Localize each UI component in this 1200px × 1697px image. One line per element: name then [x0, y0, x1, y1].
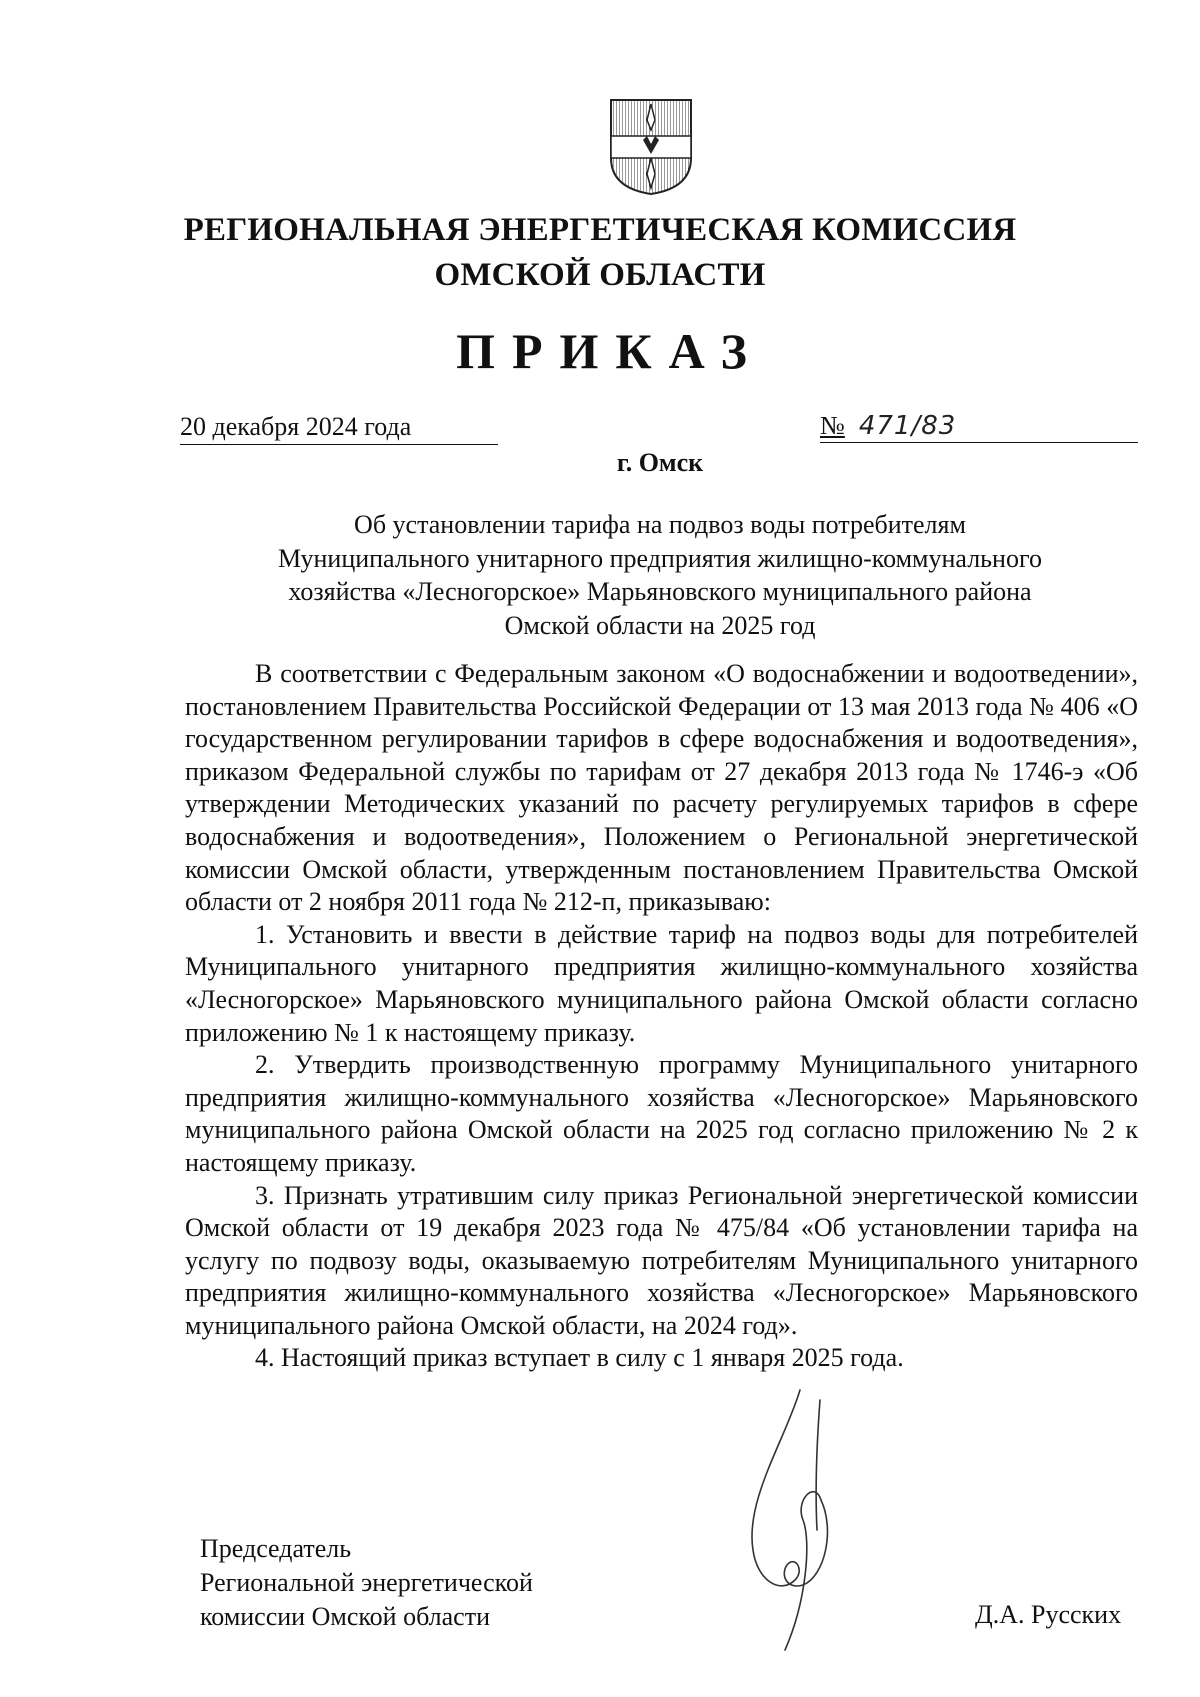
- agency-name-line2: ОМСКОЙ ОБЛАСТИ: [434, 257, 766, 293]
- document-type: ПРИКАЗ: [456, 323, 764, 379]
- agency-name-line1: РЕГИОНАЛЬНАЯ ЭНЕРГЕТИЧЕСКАЯ КОМИССИЯ: [183, 212, 1017, 248]
- document-date: 20 декабря 2024 года: [180, 412, 498, 445]
- signer-name: Д.А. Русских: [975, 1600, 1122, 1629]
- number-sign: №: [820, 411, 845, 440]
- number-value: 471/83: [858, 411, 957, 441]
- title-line: Омской области на 2025 год: [504, 610, 816, 640]
- item-4-paragraph: 4. Настоящий приказ вступает в силу с 1 января 2025 года.: [255, 1343, 904, 1373]
- coat-of-arms-icon: [607, 96, 695, 196]
- city: г. Омск: [616, 448, 704, 477]
- title-line: хозяйства «Лесногорское» Марьяновского муниципального района: [288, 577, 1032, 606]
- signer-position-line1: Председатель: [200, 1534, 352, 1563]
- preamble-paragraph: В соответствии с Федеральным законом «О водоснабжении и водоотведении», постановлением Правительства Российской Федерации от 13 мая 2013 года № 406 «О государственном регулировании тарифов в сфере водоснабжения и водоотведения», приказом Федеральной службы по тарифам от 27 декабря 2013 года № 1746-э «Об утверждении Методических указаний по расчету регулируемых тарифов в сфере водоснабжения и водоотведения», Положением о Региональной энергетической комиссии Омской области, утвержденным постановлением Правительства Омской области от 2 ноября 2011 года № 212-п, приказываю:: [185, 659, 1138, 917]
- title-line: Об установлении тарифа на подвоз воды потребителям: [354, 510, 966, 539]
- item-2-paragraph: 2. Утвердить производственную программу Муниципального унитарного предприятия жилищно-коммунального хозяйства «Лесногорское» Марьяновского муниципального района Омской области на 2025 год согласно приложению № 2 к настоящему приказу.: [185, 1050, 1138, 1177]
- handwritten-signature: [725, 1380, 875, 1680]
- signature-block: [200, 1532, 533, 1634]
- document-body: [185, 658, 1138, 1375]
- item-1-paragraph: 1. Установить и ввести в действие тариф на подвоз воды для потребителей Муниципального унитарного предприятия жилищно-коммунального хозяйства «Лесногорское» Марьяновского муниципального района Омской области согласно приложению № 1 к настоящему приказу.: [185, 919, 1138, 1047]
- document-title: [0, 508, 1200, 642]
- document-number: [820, 410, 1138, 443]
- item-3-paragraph: 3. Признать утратившим силу приказ Региональной энергетической комиссии Омской области от 19 декабря 2023 года № 475/84 «Об установлении тарифа на услугу по подвозу воды, оказываемую потребителям Муниципального унитарного предприятия жилищно-коммунального хозяйства «Лесногорское» Марьяновского муниципального района Омской области, на 2024 год».: [185, 1180, 1138, 1340]
- title-line: Муниципального унитарного предприятия жилищно-коммунального: [278, 543, 1042, 573]
- signer-position-line2: Региональной энергетической: [200, 1568, 533, 1597]
- signer-position-line3: комиссии Омской области: [200, 1602, 490, 1631]
